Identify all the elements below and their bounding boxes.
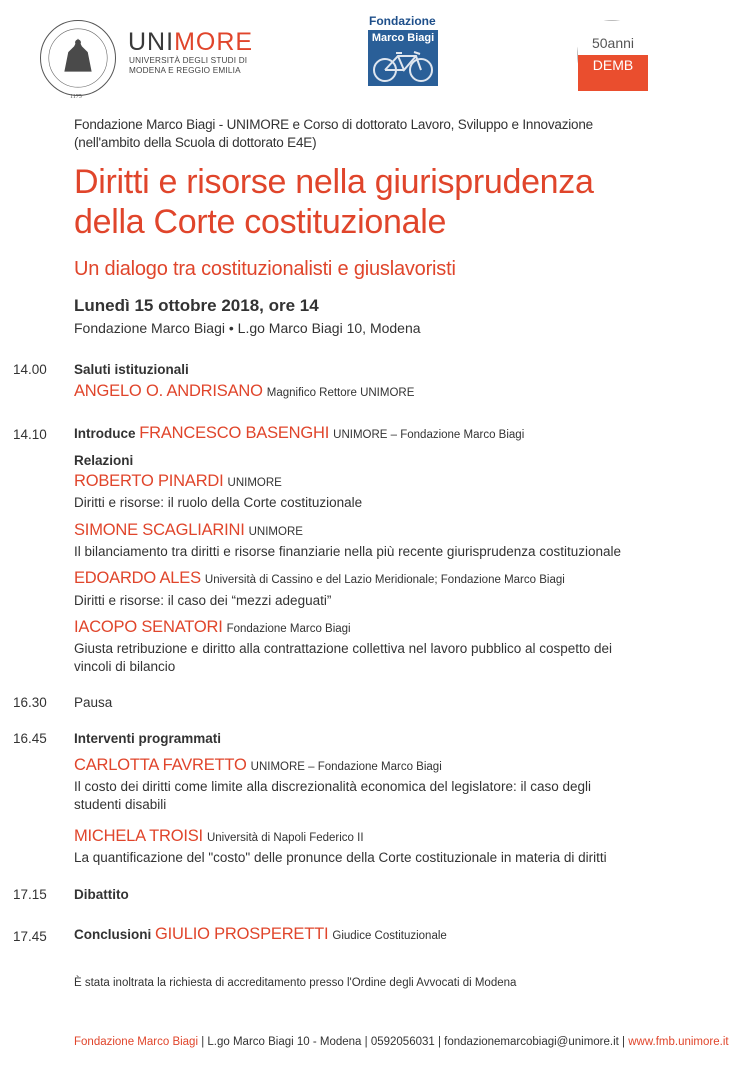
title-line2: della Corte costituzionale	[74, 203, 447, 241]
event-date: Lunedì 15 ottobre 2018, ore 14	[74, 296, 319, 315]
page-subtitle: Un dialogo tra costituzionalisti e giuslavoristi	[74, 258, 456, 280]
unimore-subtitle-line2: MODENA E REGGIO EMILIA	[129, 66, 241, 75]
talk-scagliarini: Il bilanciamento tra diritti e risorse finanziarie nella più recente giurisprudenza costituzionale	[74, 544, 622, 559]
speaker-affiliation: UNIMORE – Fondazione Marco Biagi	[250, 761, 442, 773]
speaker-name: ROBERTO PINARDI	[74, 472, 224, 490]
time-1400: 14.00	[13, 362, 47, 377]
unimore-wordmark	[128, 28, 253, 57]
speaker-name: CARLOTTA FAVRETTO	[74, 756, 247, 774]
unimore-suffix: MORE	[174, 28, 254, 56]
footer-org: Fondazione Marco Biagi	[74, 1036, 199, 1048]
fmb-logo	[368, 30, 438, 86]
speaker-pinardi	[74, 472, 282, 491]
section-saluti: Saluti istituzionali	[74, 362, 189, 377]
speaker-ales	[74, 569, 565, 588]
footer	[74, 1036, 729, 1048]
speaker-basenghi	[74, 424, 524, 443]
event-venue: Fondazione Marco Biagi • L.go Marco Biagi 10, Modena	[74, 320, 421, 336]
speaker-affiliation: Università di Napoli Federico II	[206, 832, 364, 844]
time-1645: 16.45	[13, 731, 47, 746]
unimore-subtitle-line1: UNIVERSITÀ DEGLI STUDI DI	[129, 56, 248, 65]
time-1745: 17.45	[13, 929, 47, 944]
unimore-subtitle	[129, 56, 247, 76]
speaker-name: ANGELO O. ANDRISANO	[74, 382, 263, 400]
speaker-name: IACOPO SENATORI	[74, 618, 223, 636]
talk-troisi: La quantificazione del "costo" delle pronunce della Corte costituzionale in materia di diritti	[74, 850, 607, 865]
speaker-name: FRANCESCO BASENGHI	[139, 424, 330, 442]
time-1630: 16.30	[13, 695, 47, 710]
time-1715: 17.15	[13, 887, 47, 902]
footer-address: | L.go Marco Biagi 10 - Modena | 0592056031 | fondazionemarcobiagi@unimore.it |	[198, 1036, 629, 1048]
speaker-affiliation: Magnifico Rettore UNIMORE	[266, 387, 415, 399]
section-pausa: Pausa	[74, 695, 113, 710]
fmb-logo-title: Fondazione	[369, 14, 436, 28]
speaker-affiliation: Università di Cassino e del Lazio Meridionale; Fondazione Marco Biagi	[204, 574, 565, 586]
talk-pinardi: Diritti e risorse: il ruolo della Corte costituzionale	[74, 495, 363, 510]
speaker-name: MICHELA TROISI	[74, 827, 203, 845]
talk-favretto: Il costo dei diritti come limite alla discrezionalità economica del legislatore: il caso degli studenti disabili	[74, 779, 591, 812]
section-dibattito: Dibattito	[74, 887, 129, 902]
speaker-senatori	[74, 618, 351, 637]
speaker-affiliation: Giudice Costituzionale	[332, 930, 447, 942]
time-1410: 14.10	[13, 427, 47, 442]
speaker-troisi	[74, 827, 364, 846]
title-line1: Diritti e risorse nella giurisprudenza	[74, 163, 594, 201]
speaker-scagliarini	[74, 521, 303, 540]
intro-line1: Fondazione Marco Biagi - UNIMORE e Corso di dottorato Lavoro, Sviluppo e Innovazione	[74, 117, 593, 132]
section-interventi: Interventi programmati	[74, 731, 222, 746]
demb-top-label: 50anni	[591, 35, 635, 51]
speaker-affiliation: UNIMORE	[227, 477, 282, 489]
footer-website-link[interactable]: www.fmb.unimore.it	[628, 1036, 729, 1048]
talk-ales: Diritti e risorse: il caso dei “mezzi adeguati”	[74, 593, 332, 608]
seal-year: 1175	[70, 94, 82, 100]
accreditation-note: È stata inoltrata la richiesta di accreditamento presso l'Ordine degli Avvocati di Modena	[74, 977, 517, 989]
speaker-andrisano	[74, 382, 414, 401]
demb-50anni-logo	[577, 20, 647, 90]
conclusioni-label: Conclusioni	[74, 927, 152, 942]
unimore-prefix: UNI	[128, 28, 175, 56]
organizers-intro	[74, 116, 593, 152]
introduce-label: Introduce	[74, 426, 136, 441]
speaker-favretto	[74, 756, 442, 775]
speaker-affiliation: Fondazione Marco Biagi	[226, 623, 351, 635]
intro-line2: (nell'ambito della Scuola di dottorato E4E)	[74, 135, 317, 150]
page-title	[74, 162, 594, 242]
speaker-affiliation: UNIMORE	[248, 526, 303, 538]
fmb-logo-label: Marco Biagi	[371, 32, 435, 44]
seal-emblem-icon	[41, 21, 115, 95]
speaker-name: SIMONE SCAGLIARINI	[74, 521, 245, 539]
speaker-name: GIULIO PROSPERETTI	[155, 925, 329, 943]
bicycle-icon	[368, 46, 438, 86]
unimore-seal-logo	[40, 20, 116, 96]
speaker-prosperetti	[74, 925, 447, 944]
demb-bottom-label: DEMB	[592, 57, 634, 73]
section-relazioni: Relazioni	[74, 453, 134, 468]
speaker-name: EDOARDO ALES	[74, 569, 201, 587]
talk-senatori: Giusta retribuzione e diritto alla contrattazione collettiva nel lavoro pubblico al cospetto dei vincoli di bilancio	[74, 641, 613, 674]
speaker-affiliation: UNIMORE – Fondazione Marco Biagi	[333, 429, 525, 441]
